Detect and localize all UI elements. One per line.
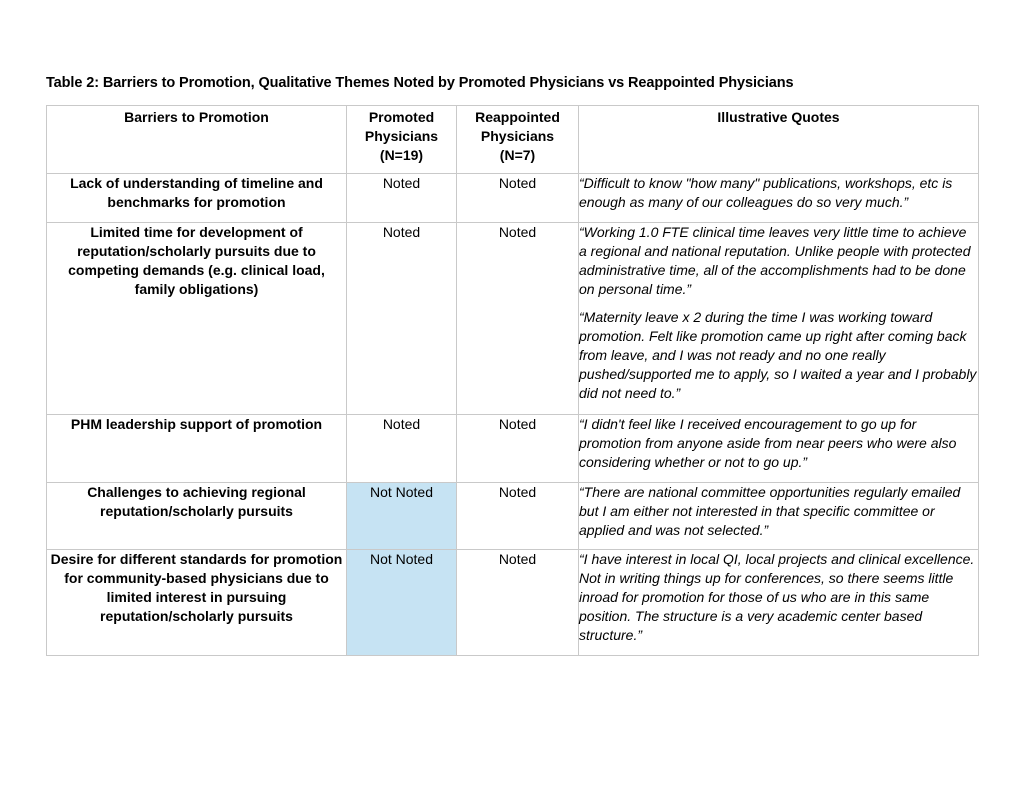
quote: “I didn't feel like I received encouragement to go up for promotion from anyone aside from near peers who were also considering whether or not to go up.”	[579, 416, 957, 470]
quotes-cell	[579, 223, 979, 415]
header-promoted-line-2: Physicians	[364, 128, 439, 144]
header-reappointed-line-1: Reappointed	[475, 109, 560, 125]
reappointed-cell: Noted	[457, 223, 579, 415]
header-promoted	[347, 106, 457, 174]
barrier-cell: PHM leadership support of promotion	[47, 415, 347, 483]
header-reappointed	[457, 106, 579, 174]
table-row	[47, 223, 979, 415]
header-promoted-line-1: Promoted	[368, 109, 435, 125]
reappointed-cell: Noted	[457, 483, 579, 550]
reappointed-cell: Noted	[457, 174, 579, 223]
quotes-cell	[579, 415, 979, 483]
promoted-cell: Noted	[347, 174, 457, 223]
promoted-cell-not-noted: Not Noted	[347, 483, 457, 550]
quote: “I have interest in local QI, local projects and clinical excellence. Not in writing things up for conferences, so there seems little inroad for promotion for those of us who are in this same position. The structure is a very academic center based structure.”	[579, 551, 975, 643]
table-caption: Table 2: Barriers to Promotion, Qualitative Themes Noted by Promoted Physicians vs Reappointed Physicians	[46, 75, 794, 91]
barrier-cell: Lack of understanding of timeline and benchmarks for promotion	[47, 174, 347, 223]
promoted-cell: Noted	[347, 223, 457, 415]
table-row	[47, 550, 979, 656]
table-row	[47, 174, 979, 223]
table-row	[47, 483, 979, 550]
header-quotes: Illustrative Quotes	[579, 106, 979, 174]
quotes-cell	[579, 550, 979, 656]
reappointed-cell: Noted	[457, 415, 579, 483]
table-row	[47, 415, 979, 483]
quotes-cell	[579, 174, 979, 223]
header-reappointed-line-3: (N=7)	[499, 147, 536, 163]
quote: “Maternity leave x 2 during the time I was working toward promotion. Felt like promotion came up right after coming back from leave, and I was not ready and no one really pushed/supported me to apply, so I waited a year and I probably did not need to.”	[579, 309, 977, 401]
reappointed-cell: Noted	[457, 550, 579, 656]
barrier-cell: Limited time for development of reputation/scholarly pursuits due to competing demands (e.g. clinical load, family obligations)	[47, 223, 347, 415]
header-promoted-line-3: (N=19)	[379, 147, 424, 163]
quote: “Difficult to know "how many" publications, workshops, etc is enough as many of our colleagues do so very much.”	[579, 175, 953, 210]
quote: “There are national committee opportunities regularly emailed but I am either not interested in that specific committee or applied and was not selected.”	[579, 484, 961, 538]
promoted-cell: Noted	[347, 415, 457, 483]
barrier-cell: Challenges to achieving regional reputation/scholarly pursuits	[47, 483, 347, 550]
promoted-cell-not-noted: Not Noted	[347, 550, 457, 656]
quote: “Working 1.0 FTE clinical time leaves very little time to achieve a regional and national reputation. Unlike people with protected administrative time, all of the accomplishments had to be done on personal time.”	[579, 224, 971, 297]
header-row	[47, 106, 979, 174]
barrier-cell: Desire for different standards for promotion for community-based physicians due to limited interest in pursuing reputation/scholarly pursuits	[47, 550, 347, 656]
barriers-table	[46, 105, 979, 656]
header-barriers: Barriers to Promotion	[47, 106, 347, 174]
quotes-cell	[579, 483, 979, 550]
header-reappointed-line-2: Physicians	[480, 128, 555, 144]
